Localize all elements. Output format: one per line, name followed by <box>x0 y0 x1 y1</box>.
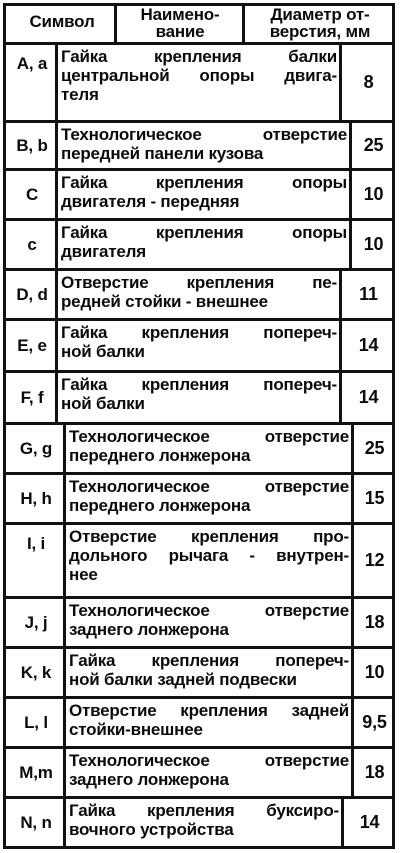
symbol-cell: D, d <box>16 285 48 304</box>
name-cell <box>55 321 342 370</box>
name-line: Гайка крепления попереч- <box>69 651 349 670</box>
table-row <box>3 475 395 525</box>
name-line: Технологическое отверстие <box>61 125 347 144</box>
symbol-cell: I, i <box>26 534 46 553</box>
header-name: Наимено- вание <box>140 5 220 41</box>
name-line: Отверстие крепления пе- <box>61 273 337 292</box>
name-line: Технологическое отверстие <box>69 751 349 770</box>
name-line: Гайка крепления попереч- <box>61 375 337 394</box>
diameter-cell: 14 <box>358 335 379 355</box>
table-row <box>3 221 395 271</box>
table-row <box>3 123 395 171</box>
table-row <box>3 525 395 599</box>
symbol-cell: J, j <box>24 613 48 632</box>
name-line: ной балки <box>61 394 145 413</box>
name-cell <box>63 425 354 472</box>
name-line: центральной опоры двига- <box>61 66 337 85</box>
name-line: ной балки задней подвески <box>69 670 297 689</box>
symbol-cell: A, a <box>16 54 48 73</box>
name-line: заднего лонжерона <box>69 620 229 639</box>
name-cell <box>55 221 352 268</box>
diameter-cell: 18 <box>364 762 385 782</box>
diameter-cell: 18 <box>364 612 385 632</box>
name-line: заднего лонжерона <box>69 770 229 789</box>
table-row <box>3 599 395 649</box>
symbol-cell: M,m <box>19 763 53 782</box>
name-cell <box>63 699 354 746</box>
symbol-cell: G, g <box>19 439 53 458</box>
diameter-cell: 10 <box>363 234 384 254</box>
table-row <box>3 699 395 749</box>
name-line: редней стойки - внешнее <box>61 292 268 311</box>
name-line: ной балки <box>61 342 145 361</box>
diameter-cell: 14 <box>358 387 379 407</box>
diameter-cell: 12 <box>364 550 385 570</box>
name-line: двигателя <box>61 242 146 261</box>
diameter-cell: 25 <box>363 135 384 155</box>
name-line: теля <box>61 85 99 104</box>
diameter-cell: 10 <box>364 662 385 682</box>
name-cell <box>55 45 342 120</box>
table-row <box>3 373 395 425</box>
name-line: переднего лонжерона <box>69 496 251 515</box>
name-line: Технологическое отверстие <box>69 427 349 446</box>
name-line: двигателя - передняя <box>61 192 240 211</box>
name-line: дольного рычага - внутрен- <box>69 546 349 565</box>
name-line: Гайка крепления буксиро- <box>69 801 339 820</box>
name-line: Гайка крепления попереч- <box>61 323 337 342</box>
name-cell <box>63 799 344 846</box>
name-cell <box>63 475 354 522</box>
holes-table <box>3 3 395 849</box>
diameter-cell: 11 <box>359 284 378 304</box>
symbol-cell: F, f <box>20 388 44 407</box>
symbol-cell: c <box>27 235 37 254</box>
name-line: Гайка крепления опоры <box>61 173 347 192</box>
diameter-cell: 9,5 <box>362 712 387 732</box>
name-cell <box>55 271 342 318</box>
name-line: вочного устройства <box>69 820 234 839</box>
name-line: Гайка крепления опоры <box>61 223 347 242</box>
symbol-cell: E, e <box>17 336 47 355</box>
name-line: Гайка крепления балки <box>61 47 337 66</box>
header-diameter: Диаметр от- верстия, мм <box>269 5 371 41</box>
header-symbol: Символ <box>29 12 95 31</box>
table-row <box>3 749 395 799</box>
diameter-cell: 14 <box>359 812 380 832</box>
table-row <box>3 799 395 849</box>
name-line: стойки-внешнее <box>69 720 203 739</box>
name-line: переднего лонжерона <box>69 446 251 465</box>
name-cell <box>55 373 342 422</box>
table-row <box>3 321 395 373</box>
name-line: Отверстие крепления про- <box>69 527 349 546</box>
symbol-cell: H, h <box>20 489 52 508</box>
symbol-cell: K, k <box>20 663 52 682</box>
name-line: Технологическое отверстие <box>69 477 349 496</box>
symbol-cell: C <box>25 185 39 204</box>
table-row <box>3 45 395 123</box>
diameter-cell: 25 <box>364 438 385 458</box>
table-row <box>3 649 395 699</box>
name-cell <box>63 749 354 796</box>
name-cell <box>55 171 352 218</box>
name-line: Технологическое отверстие <box>69 601 349 620</box>
table-row <box>3 271 395 321</box>
diameter-cell: 15 <box>364 488 385 508</box>
name-line: нее <box>69 565 98 584</box>
table-row <box>3 425 395 475</box>
name-line: передней панели кузова <box>61 144 264 163</box>
name-cell <box>55 123 352 168</box>
symbol-cell: B, b <box>16 136 48 155</box>
diameter-cell: 10 <box>363 184 384 204</box>
diameter-cell: 8 <box>363 72 374 92</box>
symbol-cell: L, l <box>24 713 48 732</box>
name-line: Отверстие крепления задней <box>69 701 349 720</box>
name-cell <box>63 599 354 646</box>
table-header <box>3 3 395 45</box>
name-cell <box>63 525 354 596</box>
symbol-cell: N, n <box>20 813 52 832</box>
table-row <box>3 171 395 221</box>
name-cell <box>63 649 354 696</box>
